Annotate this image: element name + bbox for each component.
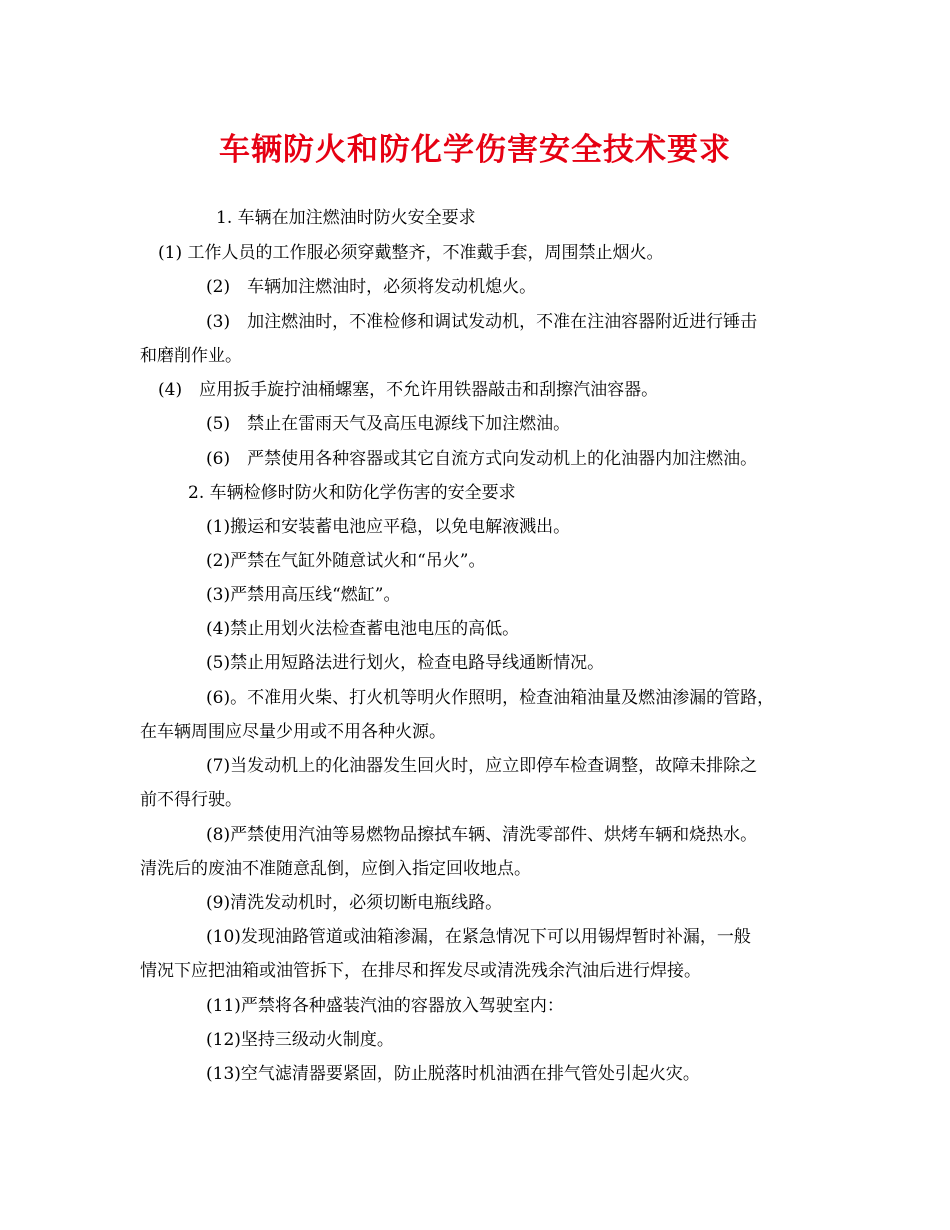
paragraph-line: (4) 应用扳手旋拧油桶螺塞，不允许用铁器敲击和刮擦汽油容器。 [158, 380, 659, 400]
paragraph-line: 情况下应把油箱或油管拆下，在排尽和挥发尽或清洗残余汽油后进行焊接。 [140, 961, 701, 981]
paragraph-line: (13)空气滤清器要紧固，防止脱落时机油洒在排气管处引起火灾。 [206, 1064, 700, 1084]
paragraph-line: (1) 工作人员的工作服必须穿戴整齐，不准戴手套，周围禁止烟火。 [158, 243, 664, 263]
paragraph-line: 清洗后的废油不准随意乱倒，应倒入指定回收地点。 [140, 859, 531, 879]
paragraph-line: 和磨削作业。 [140, 346, 242, 366]
paragraph-line: (5)禁止用短路法进行划火，检查电路导线通断情况。 [206, 653, 605, 673]
paragraph-line: (6) 严禁使用各种容器或其它自流方式向发动机上的化油器内加注燃油。 [206, 449, 758, 469]
paragraph-line: (6)。不准用火柴、打火机等明火作照明，检查油箱油量及燃油渗漏的管路， [206, 688, 775, 708]
paragraph-line: (10)发现油路管道或油箱渗漏，在紧急情况下可以用锡焊暂时补漏，一般 [206, 927, 751, 947]
paragraph-line: (5) 禁止在雷雨天气及高压电源线下加注燃油。 [206, 414, 571, 434]
paragraph-line: (12)坚持三级动火制度。 [206, 1030, 394, 1050]
paragraph-line: (1)搬运和安装蓄电池应平稳，以免电解液溅出。 [206, 517, 571, 537]
paragraph-line: 在车辆周围应尽量少用或不用各种火源。 [140, 722, 446, 742]
document-title: 车辆防火和防化学伤害安全技术要求 [219, 132, 731, 168]
paragraph-line: (9)清洗发动机时，必须切断电瓶线路。 [206, 893, 503, 913]
paragraph-line: (2) 车辆加注燃油时，必须将发动机熄火。 [206, 277, 537, 297]
section-heading-1: 1. 车辆在加注燃油时防火安全要求 [216, 208, 476, 228]
section-heading-2: 2. 车辆检修时防火和防化学伤害的安全要求 [188, 483, 516, 503]
paragraph-line: (11)严禁将各种盛装汽油的容器放入驾驶室内： [206, 996, 564, 1016]
paragraph-line: (3)严禁用高压线“燃缸”。 [206, 585, 401, 605]
paragraph-line: (7)当发动机上的化油器发生回火时，应立即停车检查调整，故障未排除之 [206, 756, 758, 776]
paragraph-line: (3) 加注燃油时，不准检修和调试发动机，不准在注油容器附近进行锤击 [206, 312, 758, 332]
paragraph-line: (8)严禁使用汽油等易燃物品擦拭车辆、清洗零部件、烘烤车辆和烧热水。 [206, 825, 758, 845]
paragraph-line: (2)严禁在气缸外随意试火和“吊火”。 [206, 551, 486, 571]
paragraph-line: (4)禁止用划火法检查蓄电池电压的高低。 [206, 619, 520, 639]
paragraph-line: 前不得行驶。 [140, 790, 242, 810]
